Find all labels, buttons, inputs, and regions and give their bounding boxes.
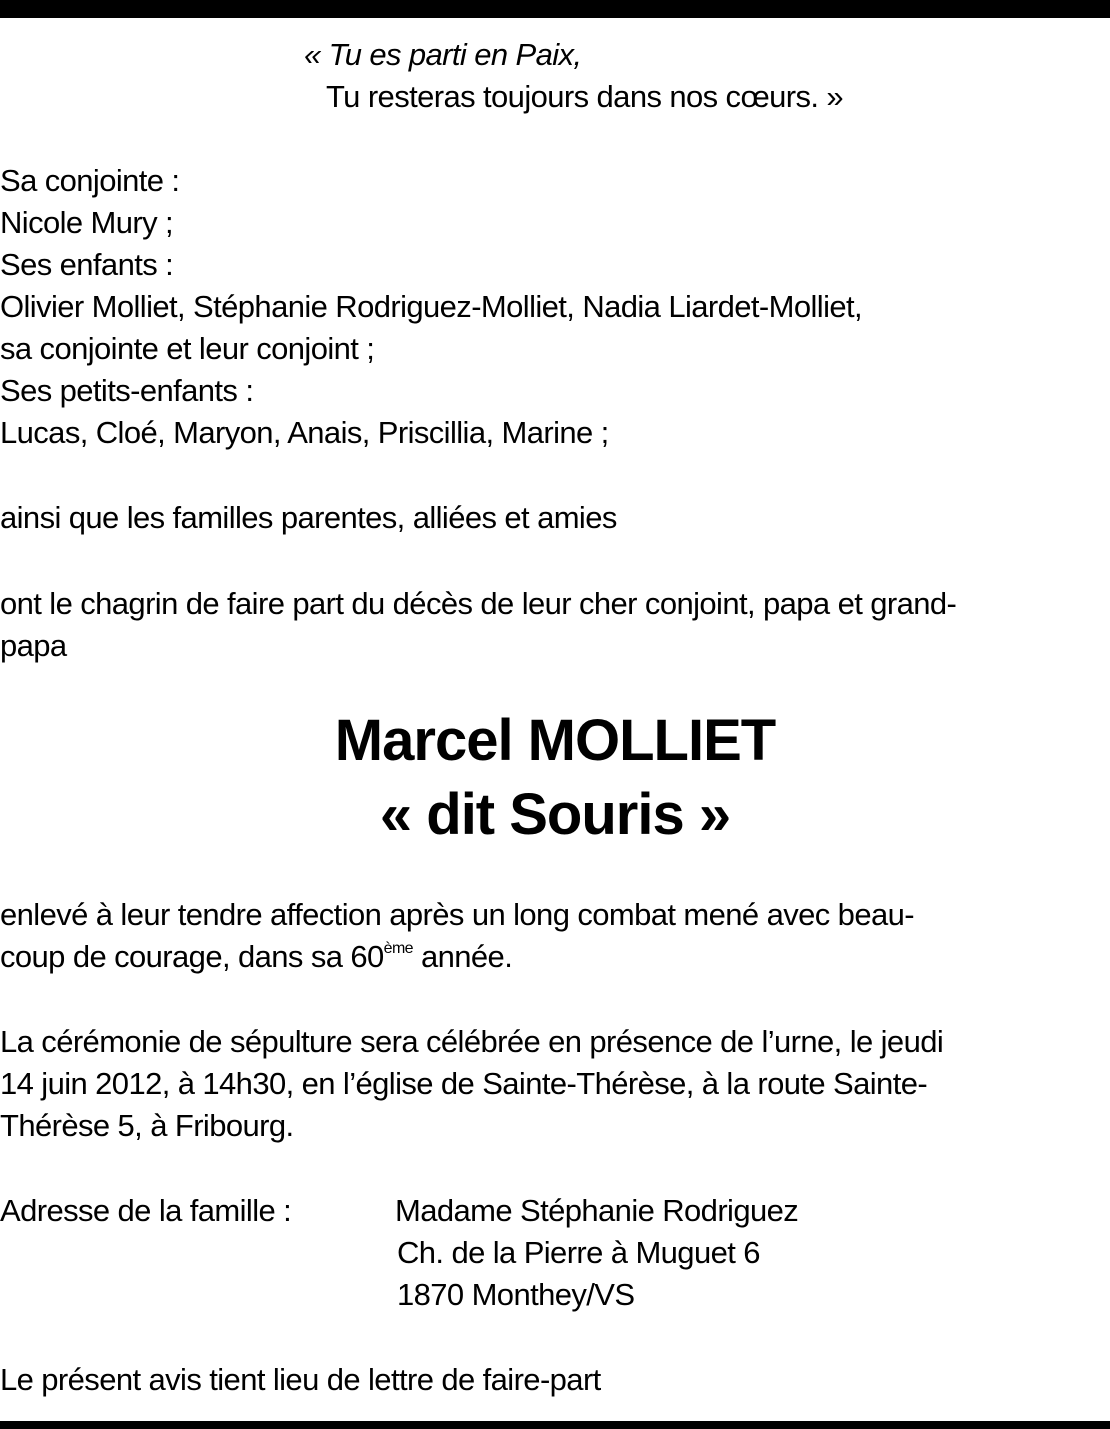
- passing-line-2: [0, 936, 512, 978]
- ceremony-line-1: La cérémonie de sépulture sera célébrée en présence de l’urne, le jeudi: [0, 1024, 944, 1059]
- passing-line-2-end: année.: [412, 939, 513, 974]
- announcement-line-2: papa: [0, 628, 67, 663]
- spouse-name: Nicole Mury ;: [0, 205, 174, 240]
- children-names: Olivier Molliet, Stéphanie Rodriguez-Molliet, Nadia Liardet-Molliet,: [0, 289, 863, 324]
- deceased-name: Marcel MOLLIET: [334, 708, 776, 773]
- grandchildren-names: Lucas, Cloé, Maryon, Anais, Priscillia, Marine ;: [0, 415, 609, 450]
- ceremony-line-2: 14 juin 2012, à 14h30, en l’église de Sainte-Thérèse, à la route Sainte-: [0, 1066, 928, 1101]
- deceased-nickname: « dit Souris »: [379, 782, 731, 847]
- passing-line-2-start: coup de courage, dans sa 60: [0, 939, 384, 974]
- epigraph-line-1: « Tu es parti en Paix,: [304, 37, 582, 72]
- closing-line: Le présent avis tient lieu de lettre de faire-part: [0, 1362, 601, 1397]
- ordinal-suffix: ème: [383, 940, 413, 957]
- top-border-rule: [0, 0, 1110, 18]
- children-label: Ses enfants :: [0, 247, 174, 282]
- bottom-border-rule: [0, 1421, 1110, 1429]
- epigraph-line-2: Tu resteras toujours dans nos cœurs. »: [326, 79, 844, 114]
- address-line-2: Ch. de la Pierre à Muguet 6: [397, 1235, 760, 1270]
- spouse-label: Sa conjointe :: [0, 163, 180, 198]
- address-label: Adresse de la famille :: [0, 1193, 292, 1228]
- passing-line-1: enlevé à leur tendre affection après un long combat mené avec beau-: [0, 897, 914, 932]
- ceremony-line-3: Thérèse 5, à Fribourg.: [0, 1108, 294, 1143]
- announcement-line-1: ont le chagrin de faire part du décès de leur cher conjoint, papa et grand-: [0, 586, 957, 621]
- grandchildren-label: Ses petits-enfants :: [0, 373, 254, 408]
- address-line-3: 1870 Monthey/VS: [397, 1277, 635, 1312]
- relatives-line: ainsi que les familles parentes, alliées et amies: [0, 500, 617, 535]
- address-line-1: Madame Stéphanie Rodriguez: [395, 1193, 799, 1228]
- children-partners: sa conjointe et leur conjoint ;: [0, 331, 375, 366]
